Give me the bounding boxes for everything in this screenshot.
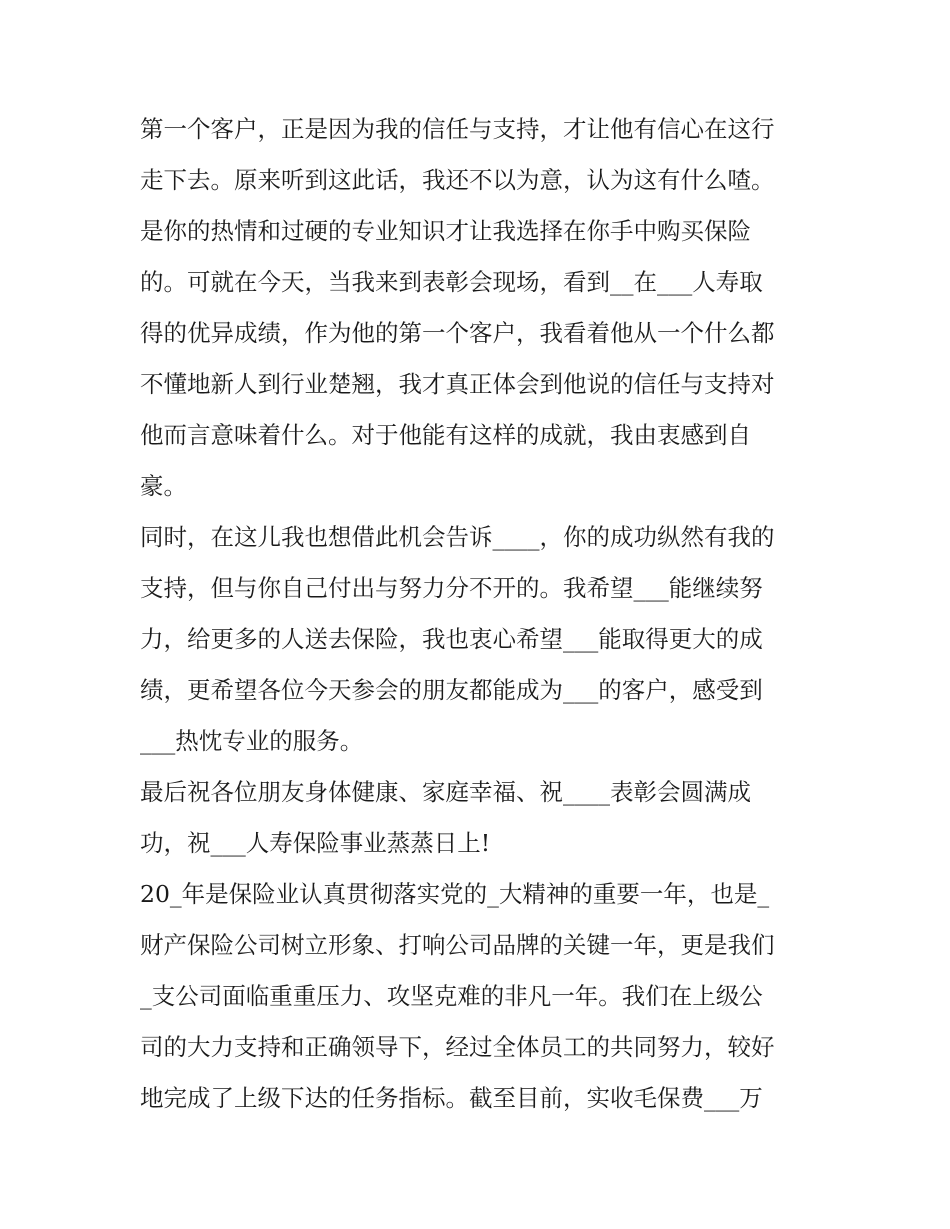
text-line: 20_年是保险业认真贯彻落实党的_大精神的重要一年，也是_ — [140, 880, 770, 908]
text-line: 豪。 — [140, 472, 187, 500]
text-line: 绩，更希望各位今天参会的朋友都能成为___的客户，感受到 — [140, 676, 763, 704]
document-body — [140, 104, 820, 1124]
text-line: 的。可就在今天，当我来到表彰会现场，看到__在___人寿取 — [140, 268, 763, 296]
text-line: 得的优异成绩，作为他的第一个客户，我看着他从一个什么都 — [140, 319, 775, 347]
text-line: 第一个客户，正是因为我的信任与支持，才让他有信心在这行 — [140, 115, 775, 143]
text-line: 力，给更多的人送去保险，我也衷心希望___能取得更大的成 — [140, 625, 763, 653]
text-line: 支持，但与你自己付出与努力分不开的。我希望___能继续努 — [140, 574, 763, 602]
text-line: 是你的热情和过硬的专业知识才让我选择在你手中购买保险 — [140, 217, 751, 245]
text-line: 不懂地新人到行业楚翘，我才真正体会到他说的信任与支持对 — [140, 370, 775, 398]
text-line: 走下去。原来听到这此话，我还不以为意，认为这有什么喳。 — [140, 166, 775, 194]
text-line: 地完成了上级下达的任务指标。截至目前，实收毛保费___万 — [140, 1084, 763, 1112]
text-line: 司的大力支持和正确领导下，经过全体员工的共同努力，较好 — [140, 1033, 775, 1061]
text-line: 最后祝各位朋友身体健康、家庭幸福、祝____表彰会圆满成 — [140, 778, 751, 806]
text-line: 同时，在这儿我也想借此机会告诉____，你的成功纵然有我的 — [140, 523, 775, 551]
text-line: ___热忱专业的服务。 — [140, 727, 364, 755]
text-line: 功，祝___人寿保险事业蒸蒸日上! — [140, 829, 491, 857]
text-line: 他而言意味着什么。对于他能有这样的成就，我由衷感到自 — [140, 421, 751, 449]
text-line: 财产保险公司树立形象、打响公司品牌的关键一年，更是我们 — [140, 931, 775, 959]
text-line: _支公司面临重重压力、攻坚克难的非凡一年。我们在上级公 — [140, 982, 763, 1010]
